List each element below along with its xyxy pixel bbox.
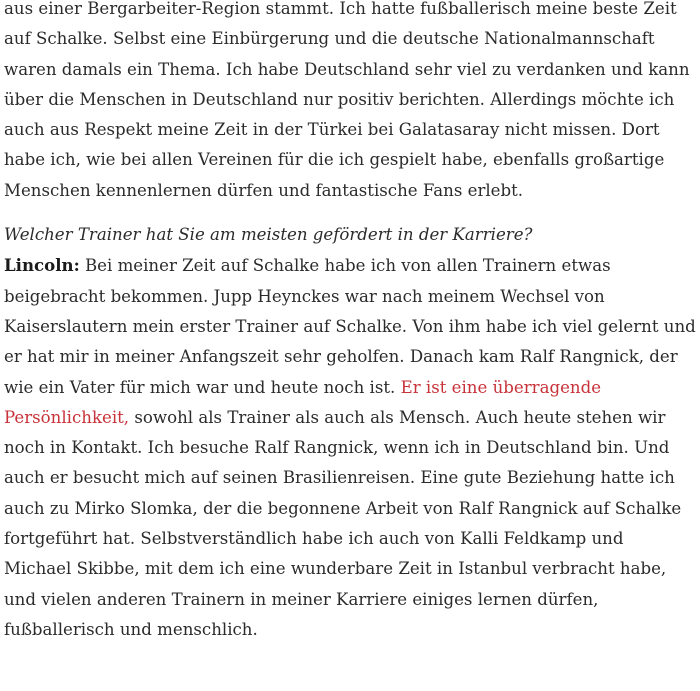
highlighted-quote-link[interactable]: Er ist eine überragende Persönlichkeit, xyxy=(4,377,602,427)
article-paragraph: aus einer Bergarbeiter-Region stammt. Ich hatte fußballerisch meine beste Zeit auf Schalke. Selbst eine Einbürgerung und die deutsche Nationalmannschaft waren damals ein Thema. Ich habe Deutschland sehr viel zu verdanken und kann über die Menschen in Deutschland nur positiv berichten. Allerdings möchte ich auch aus Respekt meine Zeit in der Türkei bei Galatasaray nicht missen. Dort habe ich, wie bei allen Vereinen für die ich gespielt habe, ebenfalls großartige Menschen kennenlernen dürfen und fantastische Fans erlebt. xyxy=(4,0,690,200)
interview-block xyxy=(4,220,696,645)
answer-text-start: Bei meiner Zeit auf Schalke habe ich von allen Trainern etwas beigebracht bekommen. Jupp Heynckes war nach meinem Wechsel von Kaiserslautern mein erster Trainer auf Schalke. Von ihm habe ich viel gelernt und er hat mir in meiner Anfangszeit sehr geholfen. Danach kam Ralf Rangnick, der wie ein Vater für mich war und heute noch ist. xyxy=(4,256,696,397)
article-body xyxy=(4,0,696,645)
speaker-label: Lincoln: xyxy=(4,255,80,276)
answer-text-end: sowohl als Trainer als auch als Mensch. Auch heute stehen wir noch in Kontakt. Ich besuche Ralf Rangnick, wenn ich in Deutschland bin. Und auch er besucht mich auf seinen Brasilienreisen. Eine gute Beziehung hatte ich auch zu Mirko Slomka, der die begonnene Arbeit von Ralf Rangnick auf Schalke fortgeführt hat. Selbstverständlich habe ich auch von Kalli Feldkamp und Michael Skibbe, mit dem ich eine wunderbare Zeit in Istanbul verbracht habe, und vielen anderen Trainern in meiner Karriere einiges lernen dürfen, fußballerisch und menschlich. xyxy=(4,407,682,639)
interview-question: Welcher Trainer hat Sie am meisten gefördert in der Karriere? xyxy=(4,225,533,245)
